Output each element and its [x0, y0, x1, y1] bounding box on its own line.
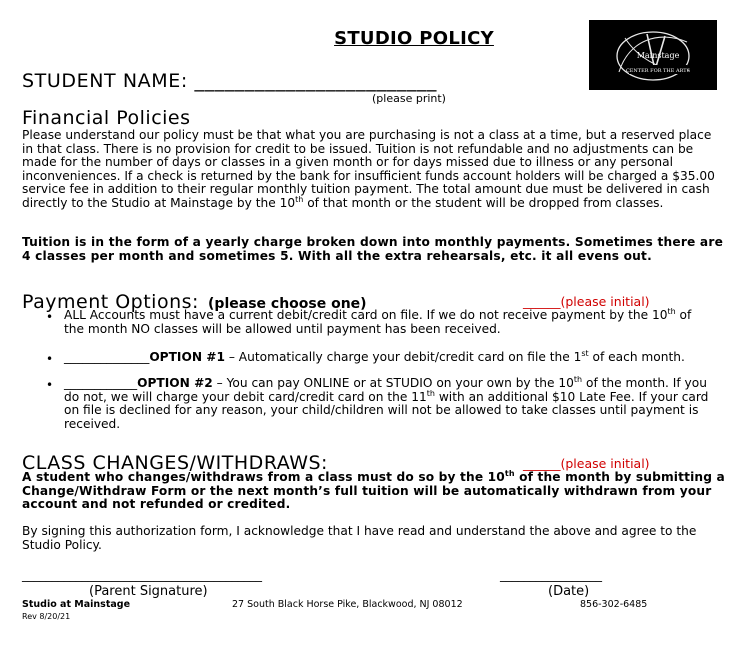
mainstage-logo: [589, 20, 717, 90]
option2-text-c: with an additional $10 Late Fee. If your card on file is declined for any reason, your child/children will not be allowed to take classes until payment is received.: [64, 389, 709, 431]
financial-paragraph: [22, 129, 722, 211]
logo-graphic-icon: [589, 20, 717, 90]
bullet1-text-b: of the month NO classes will be allowed until payment has been received.: [64, 308, 692, 336]
student-name-label: STUDENT NAME:: [22, 70, 188, 92]
option2-sup-1: th: [573, 374, 583, 384]
changes-text-b: of the month by submitting a Change/Withdraw Form or the next month’s full tuition will be automatically withdrawn from your account and not refunded or credited.: [22, 470, 725, 512]
changes-sup: th: [504, 468, 515, 478]
payment-initial-blank[interactable]: ______: [523, 294, 561, 309]
parent-signature-label: (Parent Signature): [89, 584, 208, 599]
option2-label: OPTION #2: [137, 376, 213, 390]
financial-text-a: Please understand our policy must be that what you are purchasing is not a class at a time, but a reserved place in that class. There is no provision for credit to be issued. Tuition is not refundable and no adjustments can be made for the number of days or classes in a given month or for days missed due to illness or any personal inconveniences. If a check is returned by the bank for insufficient funds account holders will be charged a $35.00 service fee in addition to their regular monthly tuition payment. The total amount due must be delivered in cash directly to the Studio at Mainstage by the 10: [22, 128, 715, 210]
option2-blank[interactable]: ____________: [64, 376, 138, 390]
footer-studio: Studio at Mainstage: [22, 599, 131, 610]
payment-bullet-1: [64, 306, 714, 336]
payment-bullet-3: [64, 374, 718, 431]
option2-sup-2: th: [426, 388, 435, 398]
date-label: (Date): [548, 584, 590, 599]
payment-bullet-2: [64, 348, 716, 365]
parent-signature-line[interactable]: ________________________________________: [22, 568, 262, 582]
tuition-paragraph: Tuition is in the form of a yearly charge broken down into monthly payments. Sometimes there are 4 classes per month and sometimes 5. With all the extra rehearsals, etc. it all evens out.: [22, 235, 724, 263]
payment-initial-label: (please initial): [560, 294, 650, 309]
changes-initial: [523, 456, 650, 471]
student-name-blank[interactable]: ________________________: [194, 70, 437, 92]
footer-address: 27 South Black Horse Pike, Blackwood, NJ 08012: [232, 599, 463, 610]
financial-heading: Financial Policies: [22, 107, 191, 129]
bullet-marker: •: [46, 352, 54, 366]
date-line[interactable]: _________________: [500, 568, 602, 582]
changes-initial-blank[interactable]: ______: [523, 456, 561, 471]
option1-text-b: of each month.: [588, 350, 685, 364]
footer-revision: Rev 8/20/21: [22, 612, 71, 621]
option1-text-a: – Automatically charge your debit/credit card on file the 1: [224, 350, 582, 364]
bullet-marker: •: [46, 310, 54, 324]
changes-heading: CLASS CHANGES/WITHDRAWS:: [22, 452, 328, 474]
payment-heading: Payment Options:: [22, 291, 199, 313]
page-title: STUDIO POLICY: [334, 28, 494, 49]
logo-main-text: Mainstage: [636, 51, 680, 60]
option2-text-b: of the month. If you do not, we will charge your debit card/credit card on the 11: [64, 376, 707, 404]
authorization-text: By signing this authorization form, I acknowledge that I have read and understand the above and agree to the Studio Policy.: [22, 524, 697, 552]
changes-text-a: A student who changes/withdraws from a class must do so by the 10: [22, 470, 505, 484]
bullet1-sup: th: [667, 306, 676, 316]
bullet-marker: •: [46, 378, 54, 392]
financial-text-b: of that month or the student will be dropped from classes.: [303, 195, 664, 210]
student-name-row: [22, 70, 437, 92]
payment-initial: [523, 294, 650, 309]
payment-subheading: (please choose one): [208, 296, 367, 312]
option1-label: OPTION #1: [149, 350, 225, 364]
please-print-note: (please print): [372, 92, 446, 105]
changes-paragraph: [22, 468, 727, 512]
option2-text-a: – You can pay ONLINE or at STUDIO on your own by the 10: [212, 376, 574, 390]
footer-phone: 856-302-6485: [580, 599, 648, 610]
bullet1-text-a: ALL Accounts must have a current debit/credit card on file. If we do not receive payment by the 10: [64, 308, 668, 322]
logo-sub-text: CENTER FOR THE ARTS: [625, 68, 691, 74]
option1-blank[interactable]: ______________: [64, 350, 150, 364]
changes-initial-label: (please initial): [560, 456, 650, 471]
option1-sup: st: [581, 348, 589, 358]
financial-sup: th: [295, 194, 304, 204]
